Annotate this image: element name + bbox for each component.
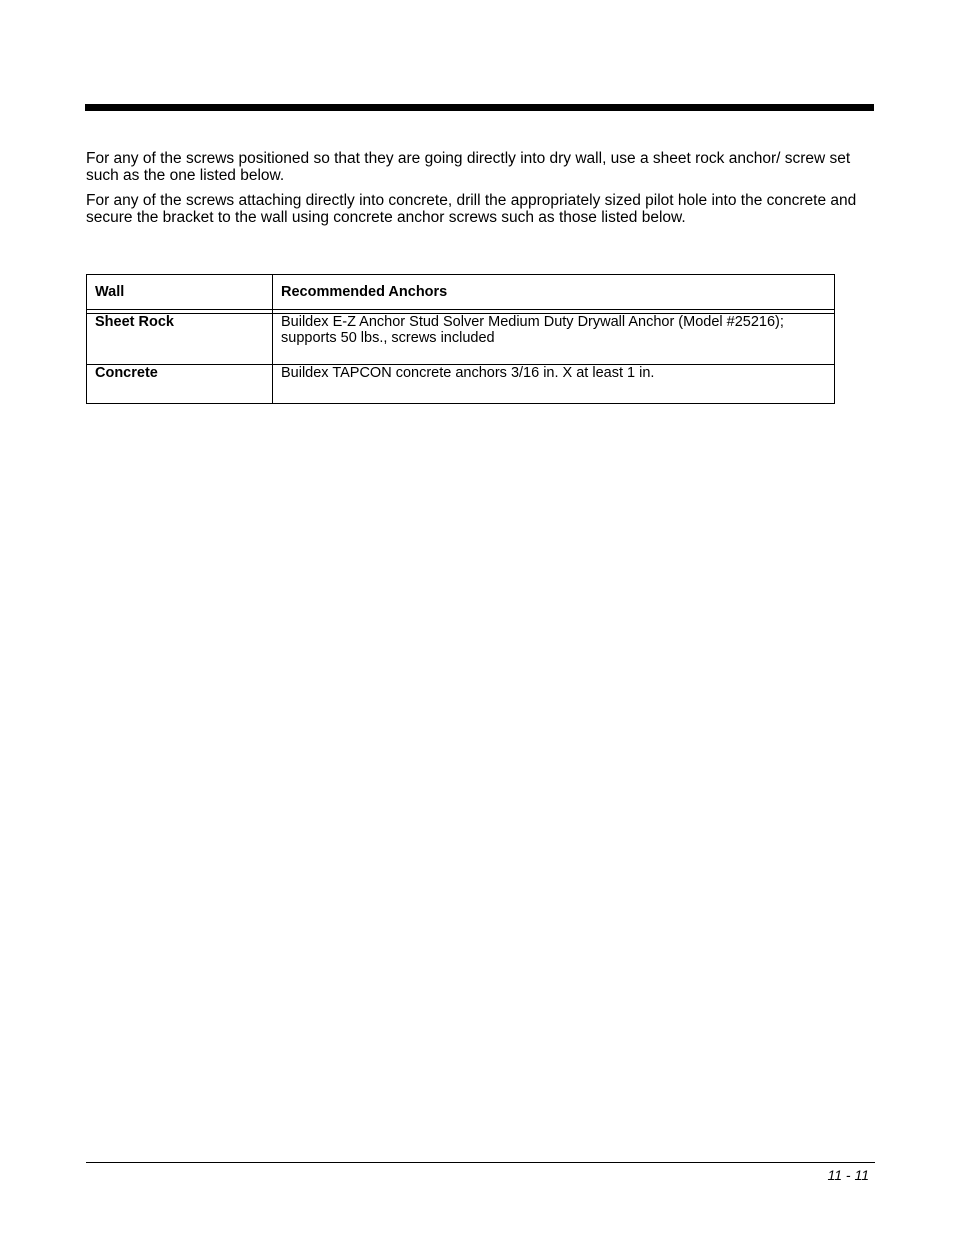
paragraph-concrete: For any of the screws attaching directly into concrete, drill the appropriately sized pilot hole into the concrete and secure the bracket to the wall using concrete anchor screws such as those listed below. bbox=[86, 192, 857, 226]
footer-rule bbox=[86, 1162, 875, 1163]
header-rule bbox=[85, 104, 874, 111]
table-row bbox=[87, 314, 835, 365]
anchor-cell bbox=[273, 365, 835, 404]
paragraph-drywall: For any of the screws positioned so that they are going directly into dry wall, use a sheet rock anchor/ screw set such as the one listed below. bbox=[86, 150, 851, 184]
wall-cell: Concrete bbox=[87, 365, 273, 404]
anchor-line: Buildex E-Z Anchor Stud Solver Medium Duty Drywall Anchor (Model #25216); bbox=[281, 314, 784, 330]
anchor-line: supports 50 lbs., screws included bbox=[281, 330, 495, 346]
anchor-line: Buildex TAPCON concrete anchors 3/16 in. X at least 1 in. bbox=[281, 365, 655, 381]
table-row bbox=[87, 365, 835, 404]
header-wall: Wall bbox=[87, 275, 273, 310]
table-header-row bbox=[87, 275, 835, 310]
anchor-cell bbox=[273, 314, 835, 365]
header-recommended-anchors: Recommended Anchors bbox=[273, 275, 835, 310]
anchors-table bbox=[86, 274, 835, 404]
wall-cell: Sheet Rock bbox=[87, 314, 273, 365]
page-number: 11 - 11 bbox=[827, 1167, 869, 1183]
